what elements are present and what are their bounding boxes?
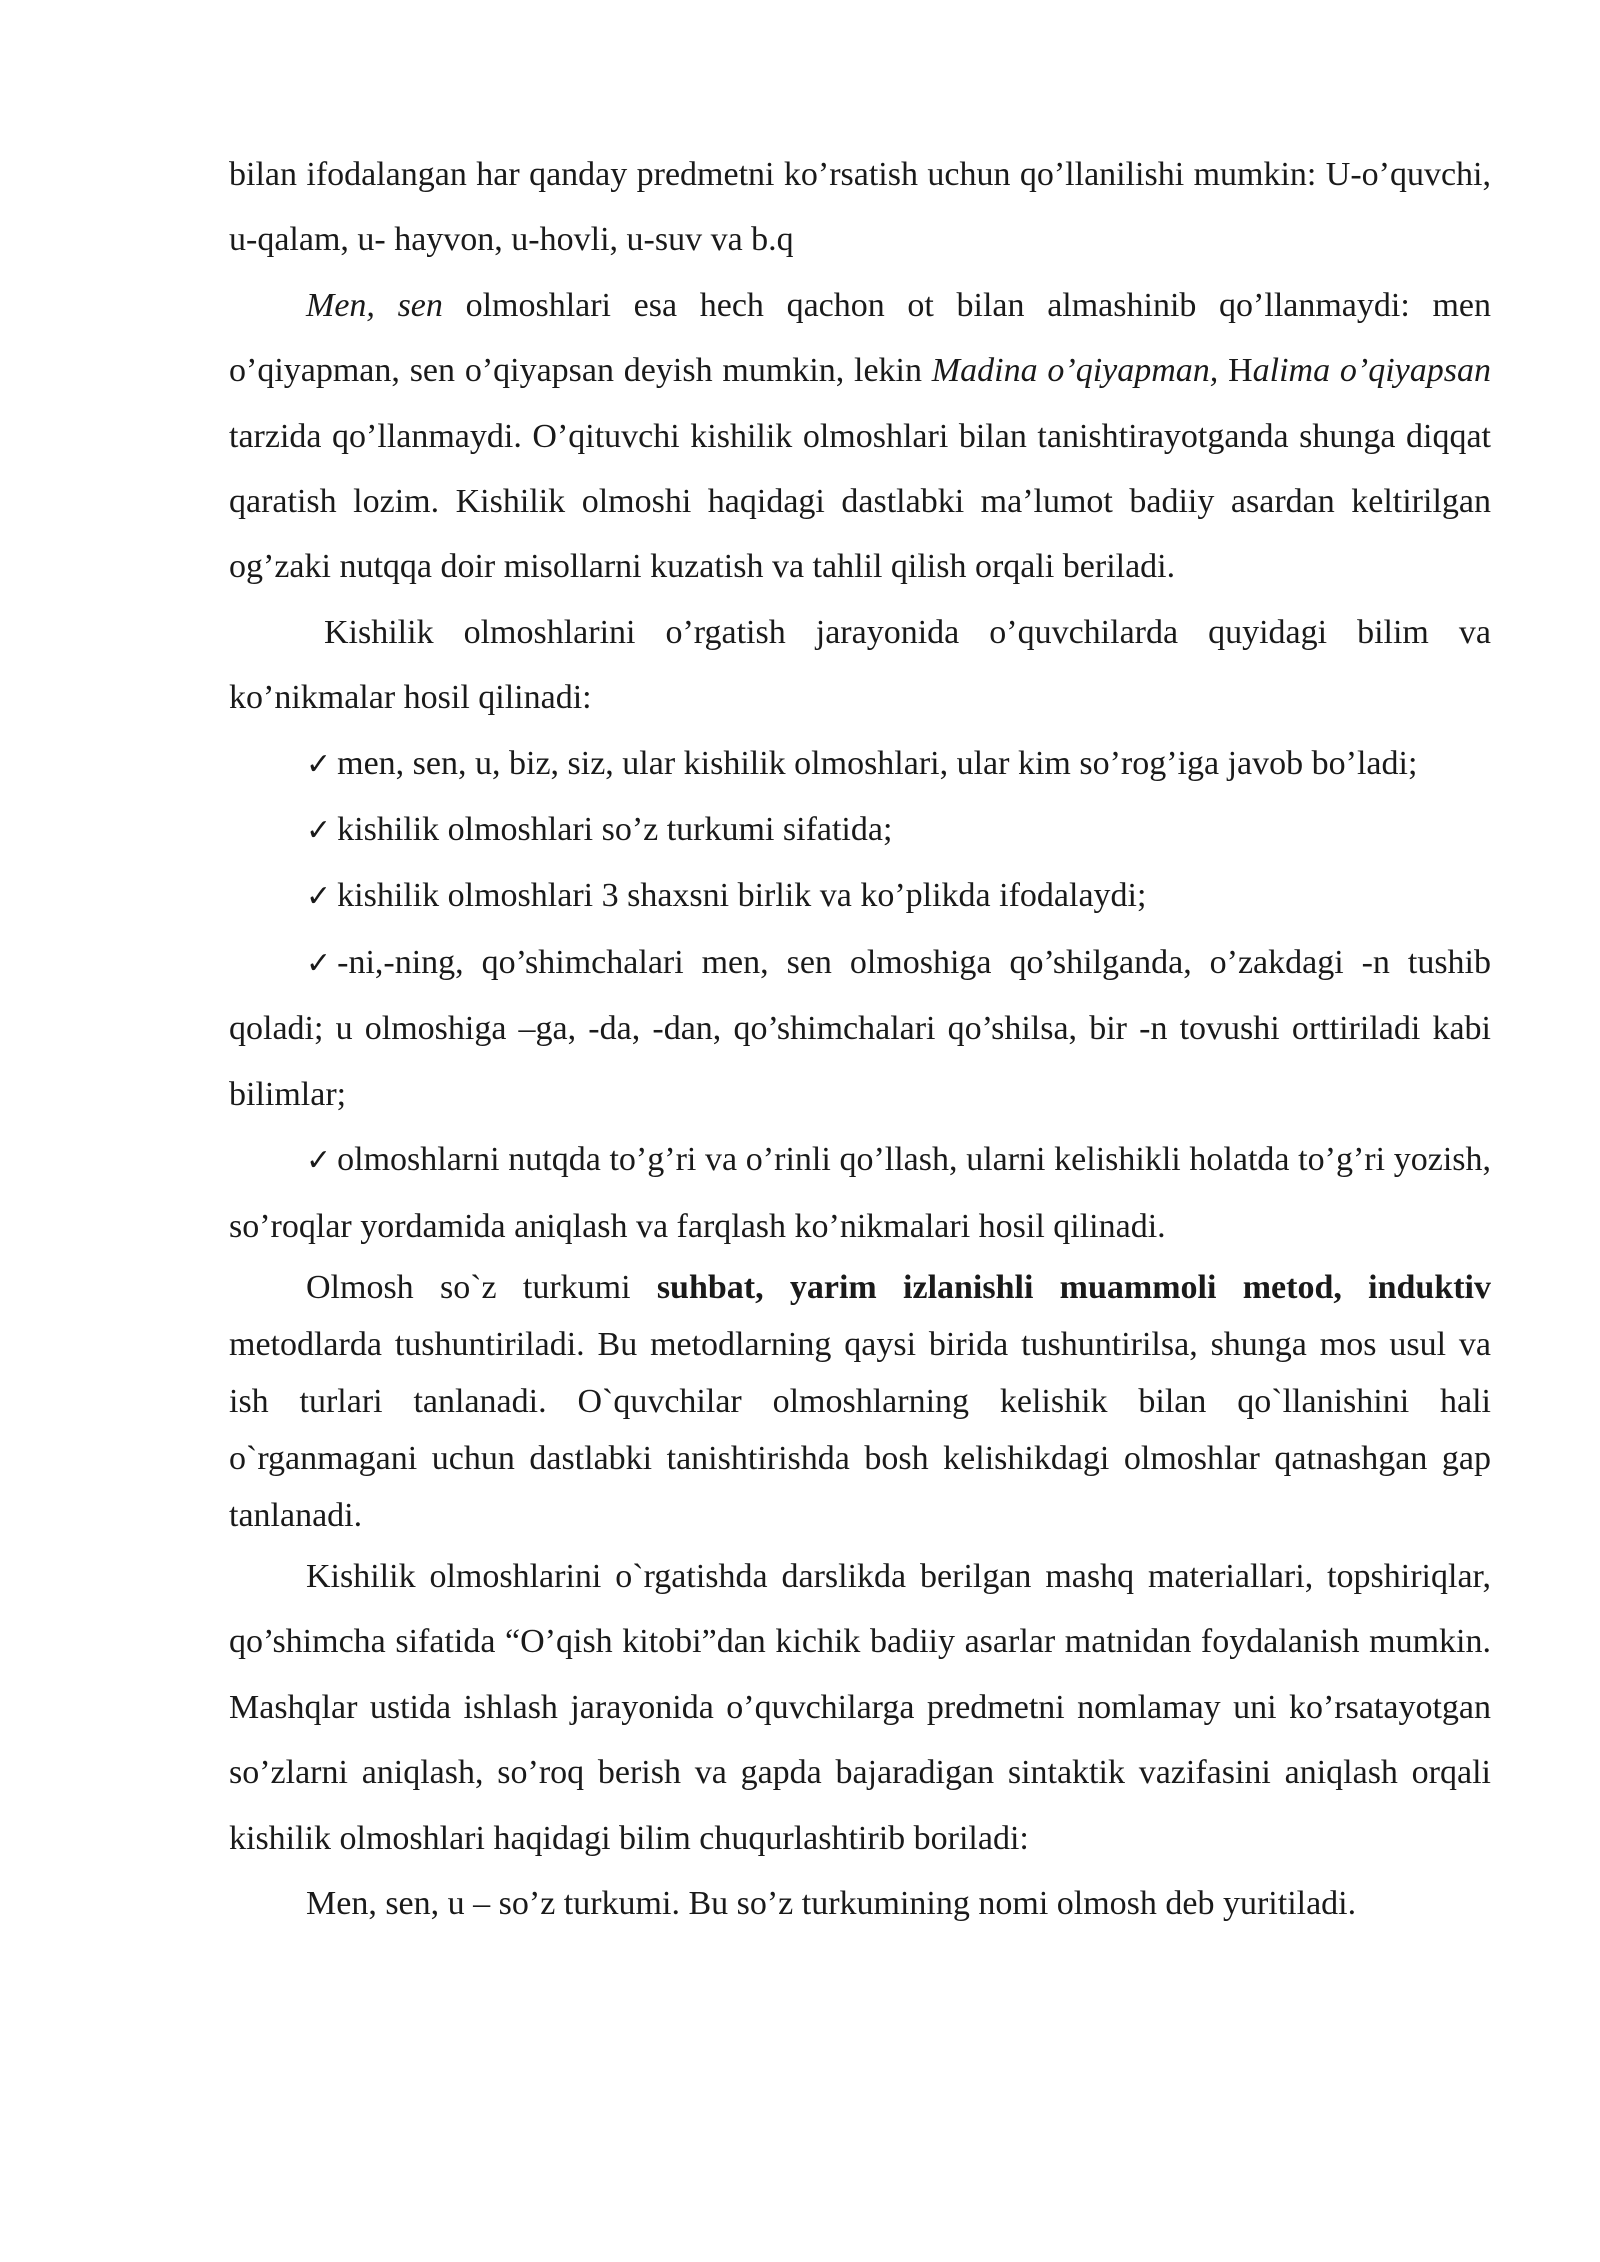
paragraph-methods: [229, 1259, 1491, 1544]
paragraph-skills-intro: Kishilik olmoshlarini o’rgatish jarayonida o’quvchilarda quyidagi bilim va ko’nikmalar hosil qilinadi:: [229, 613, 1491, 717]
checkmark-icon: ✓: [306, 813, 332, 849]
paragraph-text: H: [1218, 352, 1253, 390]
paragraph-text: metodlarda tushuntiriladi. Bu metodlarning qaysi birida tushuntirilsa, shunga mos usul va ish turlari tanlanadi. O`quvchilar olmoshlarning kelishik bilan qo`llanishini hali o`rganmagani uchun dastlabki tanishtirishda bosh kelishikdagi olmoshlar qatnashgan gap tanlanadi.: [229, 1325, 1491, 1534]
checklist-item-text: olmoshlarni nutqda to’g’ri va o’rinli qo’llash, ularni kelishikli holatda to’g’ri yozish, so’roqlar yordamida aniqlash va farqlash ko’nikmalari hosil qilinadi.: [229, 1141, 1491, 1245]
checklist-item-text: kishilik olmoshlari 3 shaxsni birlik va ko’plikda ifodalaydi;: [337, 877, 1147, 915]
checklist-item: [229, 863, 1491, 929]
bold-methods: suhbat, yarim izlanishli muammoli metod, induktiv: [656, 1268, 1492, 1306]
checkmark-icon: ✓: [306, 879, 332, 915]
checklist-item: [229, 930, 1491, 1127]
paragraph-intro: bilan ifodalangan har qanday predmetni ko’rsatish uchun qo’llanilishi mumkin: U-o’quvchi, u-qalam, u- hayvon, u-hovli, u-suv va b.q: [229, 156, 1491, 259]
italic-men-sen: Men, sen: [306, 286, 443, 324]
checklist-item-text: kishilik olmoshlari so’z turkumi sifatida;: [337, 811, 893, 849]
checklist-item: [229, 1127, 1491, 1259]
checkmark-icon: ✓: [306, 1143, 332, 1179]
checklist-item-text: -ni,-ning, qo’shimchalari men, sen olmoshiga qo’shilganda, o’zakdagi -n tushib qoladi; u olmoshiga –ga, -da, -dan, qo’shimchalari qo’shilsa, bir -n tovushi orttiriladi kabi bilimlar;: [229, 943, 1491, 1113]
checklist-item-text: men, sen, u, biz, siz, ular kishilik olmoshlari, ular kim so’rog’iga javob bo’ladi;: [337, 744, 1418, 782]
checklist-item: [229, 797, 1491, 863]
checkmark-icon: ✓: [306, 945, 332, 981]
paragraph-conclusion: Men, sen, u – so’z turkumi. Bu so’z turkumining nomi olmosh deb yuritiladi.: [306, 1884, 1357, 1922]
paragraph-text: tarzida qo’llanmaydi. O’qituvchi kishilik olmoshlari bilan tanishtirayotganda shunga diqqat qaratish lozim. Kishilik olmoshi haqidagi dastlabki ma’lumot badiiy asardan keltirilgan og’zaki nutqqa doir misollarni kuzatish va tahlil qilish orqali beriladi.: [229, 417, 1491, 586]
paragraph-exercises: Kishilik olmoshlarini o`rgatishda darslikda berilgan mashq materiallari, topshiriqlar, qo’shimcha sifatida “O’qish kitobi”dan kichik badiiy asarlar matnidan foydalanish mumkin. Mashqlar ustida ishlash jarayonida o’quvchilarga predmetni nomlamay uni ko’rsatayotgan so’zlarni aniqlash, so’roq berish va gapda bajaradigan sintaktik vazifasini aniqlash orqali kishilik olmoshlari haqidagi bilim chuqurlashtirib boriladi:: [229, 1557, 1491, 1857]
document-body: [229, 142, 1491, 1936]
italic-example-halima: alima o’qiyapsan: [1252, 352, 1491, 390]
checkmark-icon: ✓: [306, 746, 332, 782]
paragraph-men-sen: [229, 273, 1491, 600]
checklist-item: [229, 731, 1491, 797]
paragraph-text: Olmosh so`z turkumi: [306, 1268, 657, 1306]
paragraph-text: olmoshlari esa hech qachon ot bilan almashinib qo’llanmaydi: men o’qiyapman, sen o’qiyapsan deyish mumkin, lekin: [229, 286, 1491, 390]
italic-example-madina: Madina o’qiyapman,: [931, 352, 1219, 390]
